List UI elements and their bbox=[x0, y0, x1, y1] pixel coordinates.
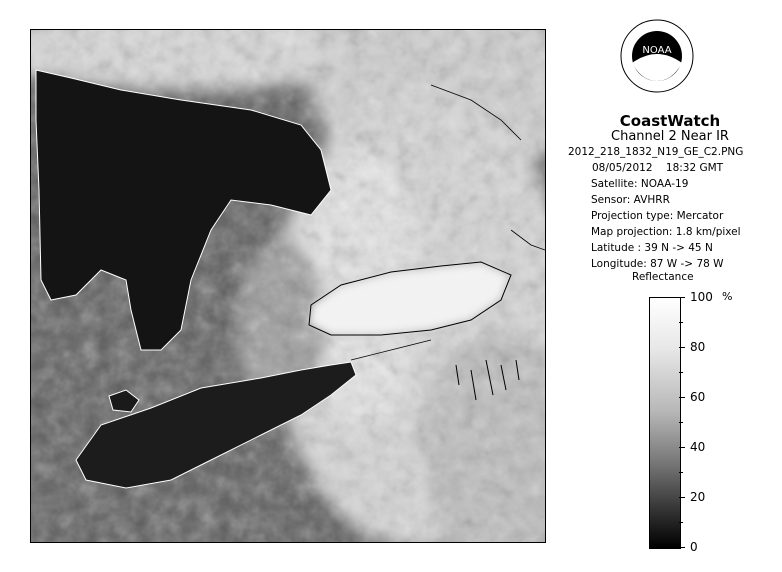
satellite-map bbox=[30, 29, 546, 543]
tick-label-40: 40 bbox=[690, 440, 706, 454]
info-map-projection: Map projection: 1.8 km/pixel bbox=[591, 226, 741, 238]
tick-minor bbox=[679, 522, 683, 523]
info-latitude: Latitude : 39 N -> 45 N bbox=[591, 242, 713, 254]
product-title: Channel 2 Near IR bbox=[611, 129, 729, 144]
tick-label-0: 0 bbox=[690, 540, 698, 554]
brand-title: CoastWatch bbox=[619, 112, 721, 130]
time: 18:32 GMT bbox=[665, 162, 724, 174]
noaa-seal-icon bbox=[620, 19, 694, 93]
tick-0 bbox=[679, 547, 685, 548]
map-image bbox=[31, 30, 545, 542]
legend-title: Reflectance bbox=[632, 271, 694, 283]
info-sensor: Sensor: AVHRR bbox=[591, 194, 670, 206]
info-projection-type: Projection type: Mercator bbox=[591, 210, 724, 222]
reflectance-color-bar bbox=[649, 297, 681, 549]
noaa-logo bbox=[620, 19, 694, 93]
logo-text: NOAA bbox=[642, 45, 672, 56]
date: 08/05/2012 bbox=[592, 162, 653, 174]
datetime bbox=[592, 162, 723, 174]
tick-minor bbox=[679, 472, 683, 473]
legend-unit: % bbox=[722, 290, 733, 303]
tick-minor bbox=[679, 372, 683, 373]
tick-40 bbox=[679, 447, 685, 448]
filename: 2012_218_1832_N19_GE_C2.PNG bbox=[568, 146, 744, 158]
tick-20 bbox=[679, 497, 685, 498]
tick-label-20: 20 bbox=[690, 490, 706, 504]
info-longitude: Longitude: 87 W -> 78 W bbox=[591, 258, 724, 270]
tick-label-100: 100 bbox=[690, 290, 713, 304]
tick-minor bbox=[679, 422, 683, 423]
tick-label-80: 80 bbox=[690, 340, 706, 354]
tick-100 bbox=[679, 297, 685, 298]
info-satellite: Satellite: NOAA-19 bbox=[591, 178, 689, 190]
tick-60 bbox=[679, 397, 685, 398]
tick-minor bbox=[679, 322, 683, 323]
tick-label-60: 60 bbox=[690, 390, 706, 404]
tick-80 bbox=[679, 347, 685, 348]
